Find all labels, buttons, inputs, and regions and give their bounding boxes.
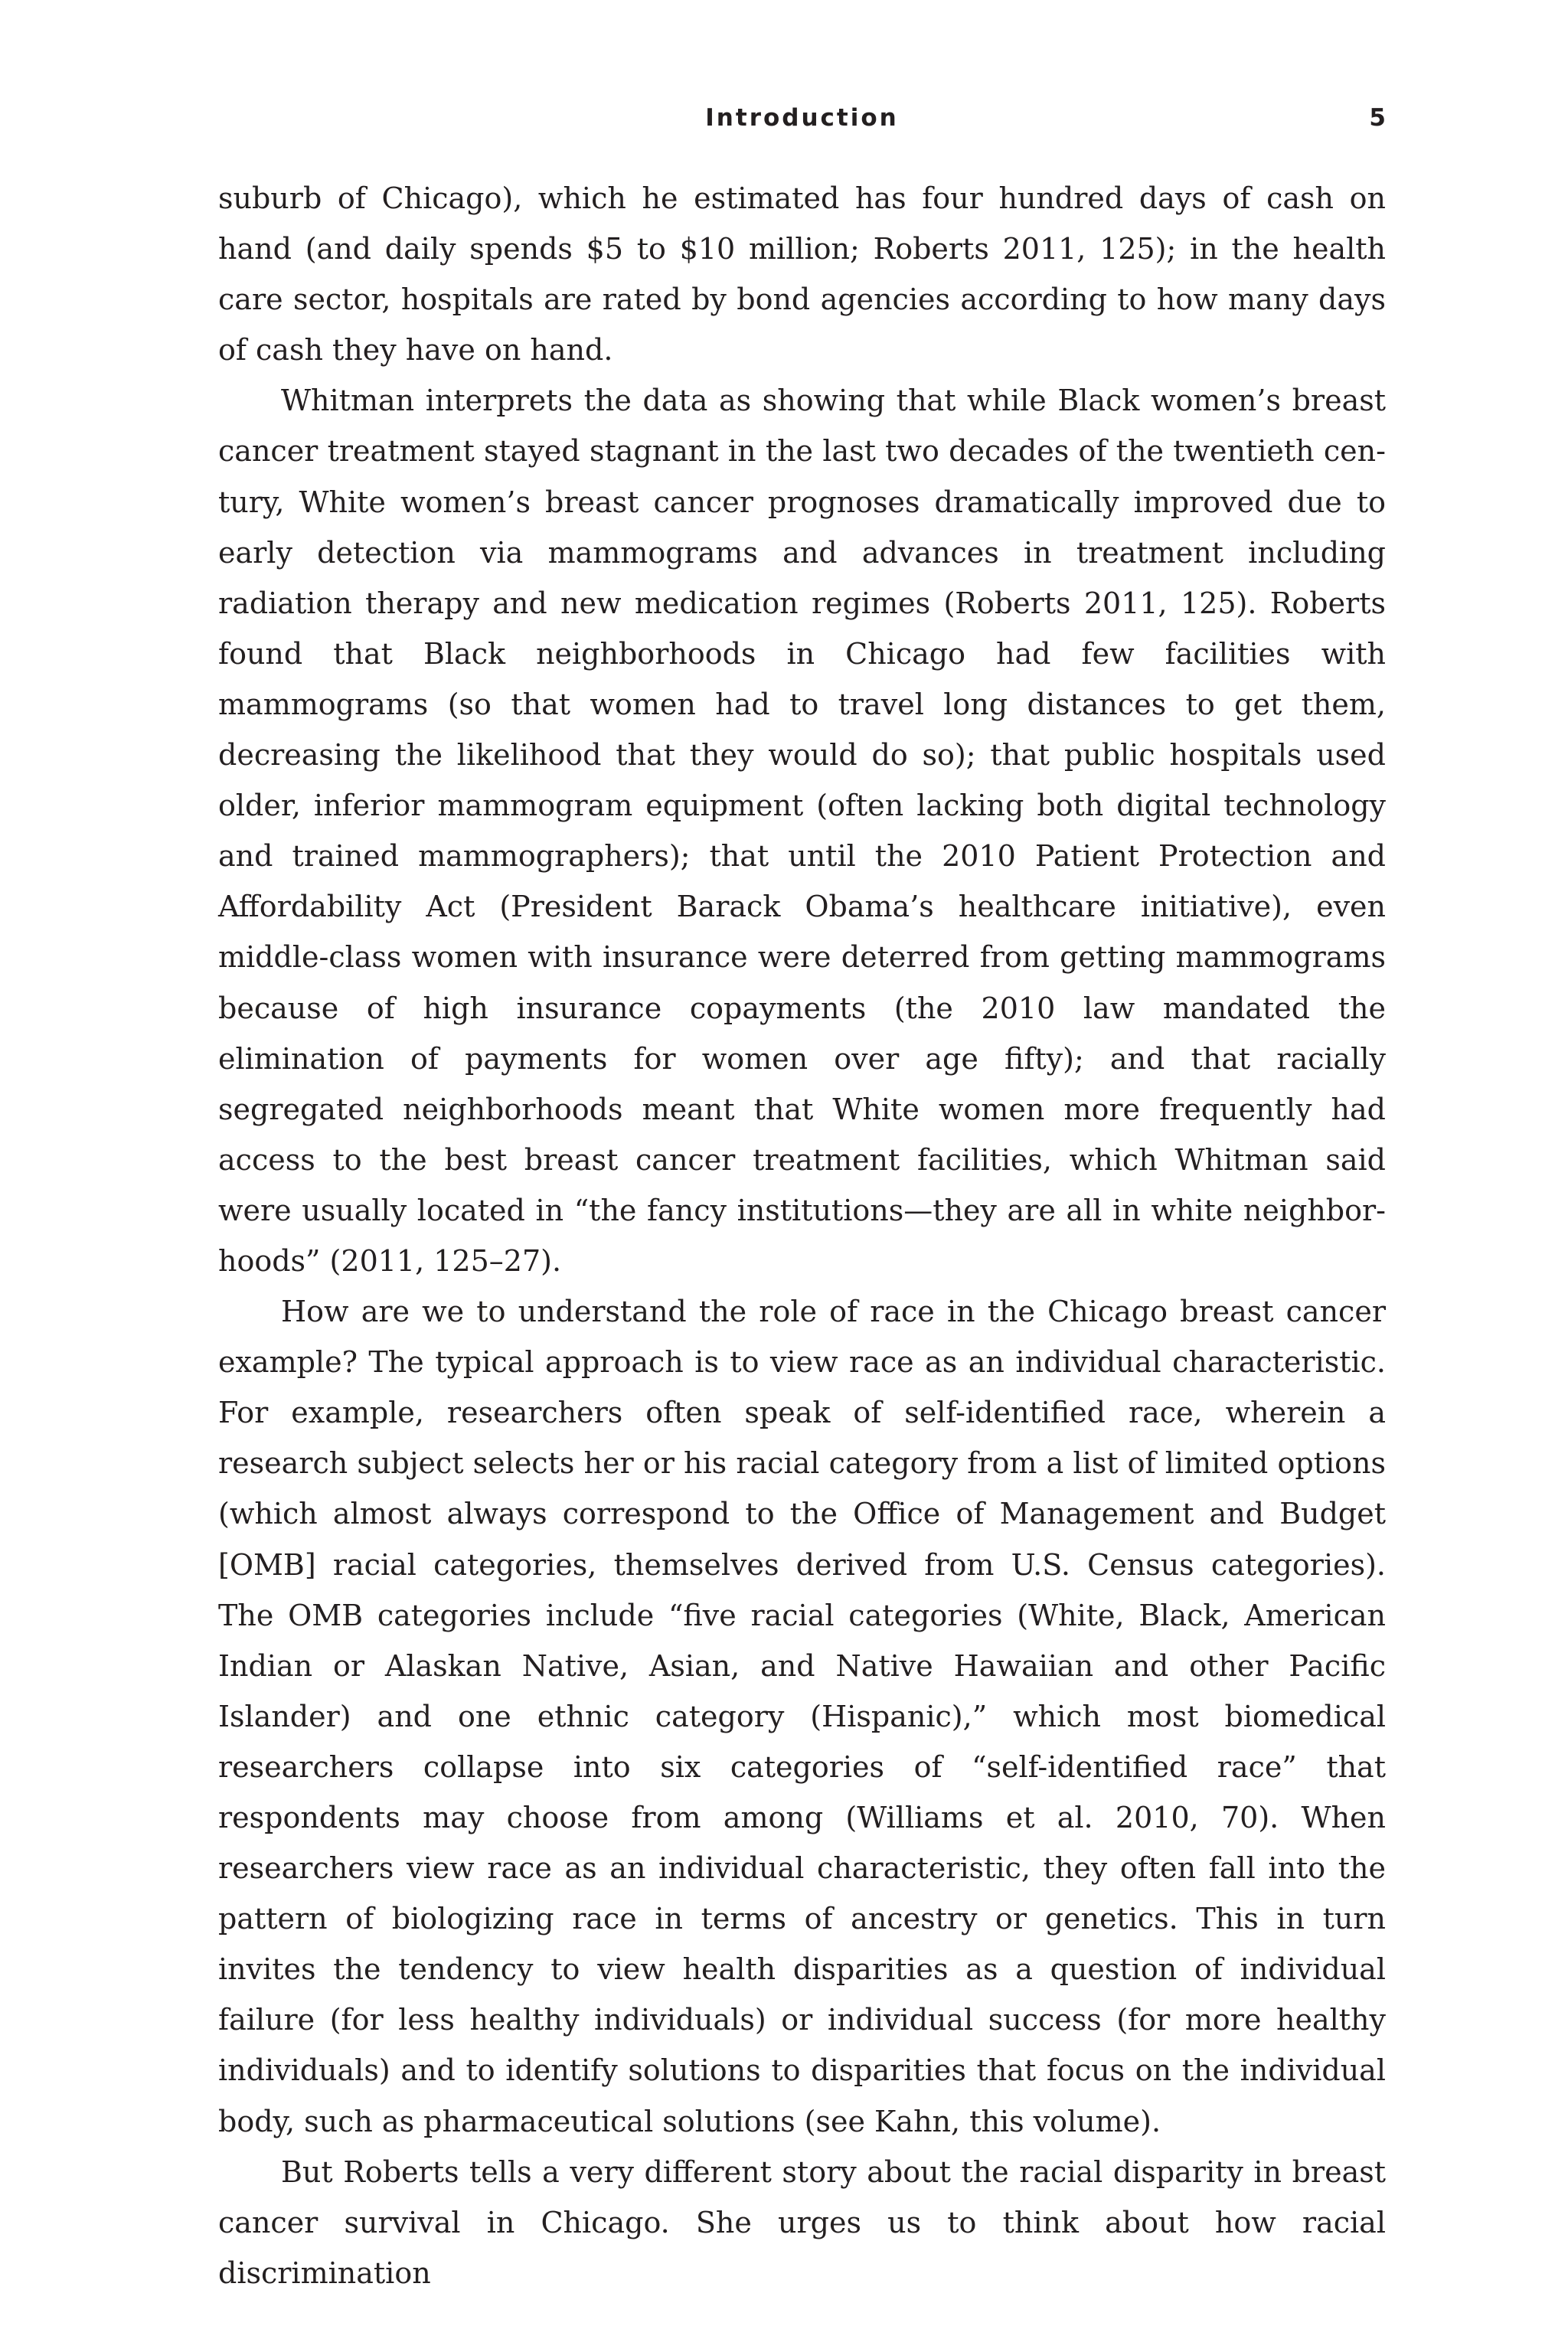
running-title: Introduction	[705, 104, 899, 132]
paragraph-whitman: Whitman interprets the data as showing that while Black women’s breast cancer treatment stayed stagnant in the last two decades of the twentieth century, White women’s breast cancer prognoses dramatically improved due to early detection via mammograms and advances in treatment including radiation therapy and new medication regimes (Roberts 2011, 125). Roberts found that Black neighborhoods in Chicago had few facilities with mammograms (so that women had to travel long distances to get them, decreasing the likelihood that they would do so); that public hospitals used older, inferior mammogram equipment (often lacking both digital technology and trained mammographers); that until the 2010 Patient Protection and Affordability Act (President Barack Obama’s healthcare initiative), even middle-class women with insurance were deterred from getting mammograms because of high insurance copayments (the 2010 law mandated the elimination of payments for women over age fifty); and that racially segregated neighborhoods meant that White women more frequently had access to the best breast cancer treatment facilities, which Whitman said were usually located in “the fancy institutions—they are all in white neighborhoods” (2011, 125–27).	[218, 384, 1386, 1278]
running-head	[218, 104, 1386, 135]
paragraph-roberts-story: But Roberts tells a very different story about the racial disparity in breast cancer survival in Chicago. She urges us to think about how racial discrimination	[218, 2154, 1386, 2290]
page-number: 5	[1369, 104, 1386, 132]
body-text	[218, 173, 1386, 2298]
paragraph-continued: suburb of Chicago), which he estimated has four hundred days of cash on hand (and daily spends $5 to $10 million; Roberts 2011, 125); in the health care sector, hospitals are rated by bond agencies according to how many days of cash they have on hand.	[218, 181, 1386, 368]
paragraph-race-characteristic: How are we to understand the role of race in the Chicago breast cancer example? The typical approach is to view race as an individual characteristic. For example, researchers often speak of self-identified race, wherein a research subject selects her or his racial category from a list of limited options (which almost always correspond to the Office of Management and Budget [OMB] racial categories, themselves derived from U.S. Census categories). The OMB categories include “five racial categories (White, Black, American Indian or Alaskan Native, Asian, and Native Hawaiian and other Pacific Islander) and one ethnic category (Hispanic),” which most biomedical researchers collapse into six categories of “self-identified race” that respondents may choose from among (Williams et al. 2010, 70). When researchers view race as an individual characteristic, they often fall into the pattern of biologizing race in terms of ancestry or genetics. This in turn invites the tendency to view health disparities as a question of individual failure (for less healthy individuals) or individual success (for more healthy individuals) and to identify solutions to disparities that focus on the individual body, such as pharmaceutical solutions (see Kahn, this volume).	[218, 1295, 1386, 2138]
